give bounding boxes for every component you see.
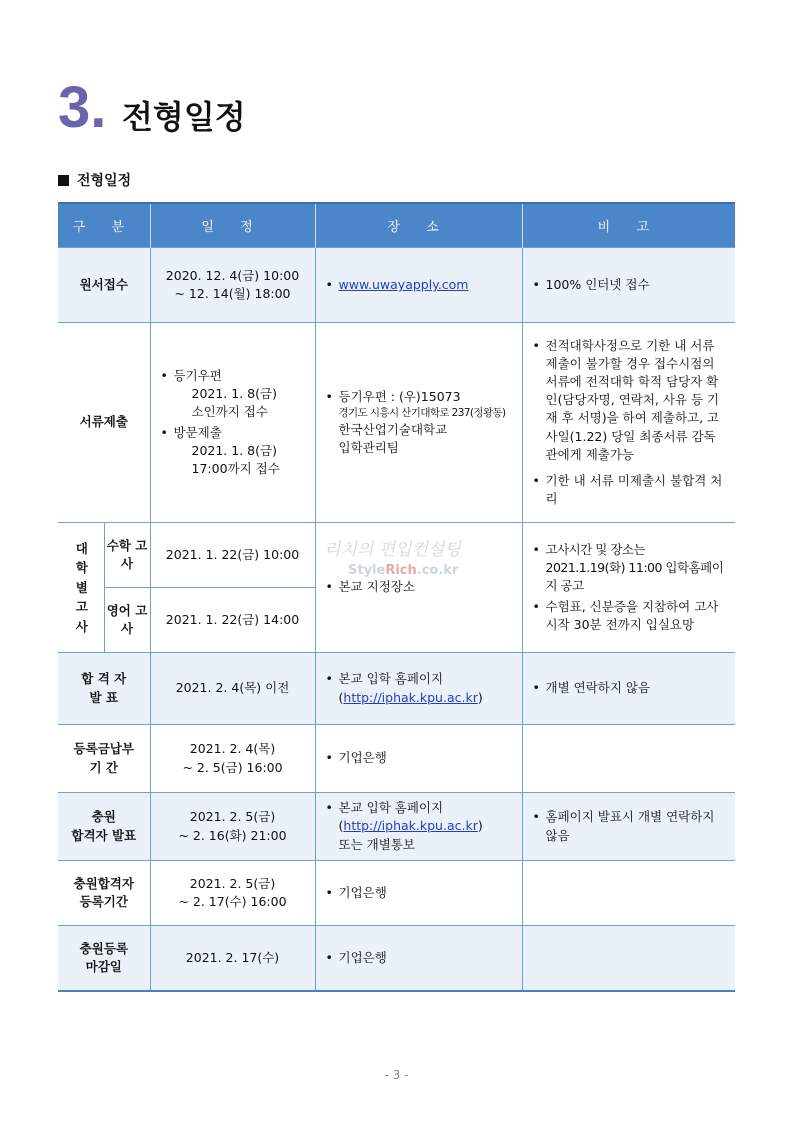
row-date: • 등기우편 2021. 1. 8(금) 소인까지 접수 • 방문제출 2021. 1. 8(금) 17:00까지 접수: [150, 323, 315, 523]
row-date: 2021. 2. 5(금) ~ 2. 16(화) 21:00: [150, 793, 315, 861]
row-label: 충원 합격자 발표: [58, 793, 150, 861]
admission-site-link[interactable]: http://iphak.kpu.ac.kr: [343, 689, 478, 705]
apply-site-link[interactable]: www.uwayapply.com: [338, 276, 469, 292]
table-row: [58, 248, 735, 323]
row-place: • 기업은행: [315, 861, 522, 926]
table-row: [58, 323, 735, 523]
row-label: 합 격 자 발 표: [58, 653, 150, 725]
math-exam-label: 수학 고사: [104, 523, 150, 588]
row-place: • 기업은행: [315, 725, 522, 793]
admission-site-link[interactable]: http://iphak.kpu.ac.kr: [343, 818, 478, 834]
row-place: • 등기우편 : (우)15073 경기도 시흥시 산기대학로 237(정왕동) 한국산업기술대학교 입학관리팀: [315, 323, 522, 523]
row-note: [522, 725, 735, 793]
col-header-schedule: 일 정: [150, 203, 315, 248]
row-label: 서류제출: [58, 323, 150, 523]
watermark-text: 리치의 편입컨설팅: [324, 540, 461, 560]
section-title-text: 전형일정: [77, 173, 132, 189]
row-place: • 본교 입학 홈페이지 (http://iphak.kpu.ac.kr) 또는 개별통보: [315, 793, 522, 861]
heading-title: 전형일정: [122, 98, 246, 136]
row-date: 2020. 12. 4(금) 10:00 ~ 12. 14(월) 18:00: [150, 248, 315, 323]
square-bullet-icon: [58, 175, 69, 186]
exam-group-label: 대학별고사: [58, 523, 104, 653]
row-date: 2021. 2. 4(목) 이전: [150, 653, 315, 725]
row-label: 등록금납부 기 간: [58, 725, 150, 793]
table-row: [58, 793, 735, 861]
table-row: [58, 653, 735, 725]
col-header-category: 구 분: [58, 203, 150, 248]
watermark-site: StyleRich.co.kr: [348, 563, 459, 578]
row-date: 2021. 2. 4(목) ~ 2. 5(금) 16:00: [150, 725, 315, 793]
row-label: 충원합격자 등록기간: [58, 861, 150, 926]
exam-place: • 본교 지정장소: [315, 523, 522, 653]
col-header-note: 비 고: [522, 203, 735, 248]
section-title: [58, 170, 131, 190]
row-date: 2021. 2. 17(수): [150, 926, 315, 991]
table-row: [58, 725, 735, 793]
table-row: [58, 926, 735, 991]
row-note: [522, 926, 735, 991]
row-note: • 100% 인터넷 접수: [522, 248, 735, 323]
table-row: [58, 861, 735, 926]
col-header-place: 장 소: [315, 203, 522, 248]
row-place: [315, 248, 522, 323]
heading-number: 3.: [58, 75, 107, 140]
row-date: 2021. 2. 5(금) ~ 2. 17(수) 16:00: [150, 861, 315, 926]
row-place: • 기업은행: [315, 926, 522, 991]
table-header-row: [58, 203, 735, 248]
row-label: 충원등록 마감일: [58, 926, 150, 991]
english-exam-date: 2021. 1. 22(금) 14:00: [150, 588, 315, 653]
row-note: • 홈페이지 발표시 개별 연락하지 않음: [522, 793, 735, 861]
math-exam-date: 2021. 1. 22(금) 10:00: [150, 523, 315, 588]
row-note: [522, 861, 735, 926]
row-note: • 개별 연락하지 않음: [522, 653, 735, 725]
exam-note: • 고사시간 및 장소는 2021.1.19(화) 11:00 입학홈페이지 공고 • 수험표, 신분증을 지참하여 고사시작 30분 전까지 입실요망: [522, 523, 735, 653]
schedule-table: [58, 202, 735, 992]
row-label: 원서접수: [58, 248, 150, 323]
row-place: • 본교 입학 홈페이지 (http://iphak.kpu.ac.kr): [315, 653, 522, 725]
row-note: • 전적대학사정으로 기한 내 서류 제출이 불가할 경우 접수시점의 서류에 전적대학 학적 담당자 확인(담당자명, 연락처, 사유 등 기재 후 서명)을 하여 제출하고, 고사일(1.22) 당일 최종서류 감독관에게 제출가능 • 기한 내 서류 미제출시 불합격 처리: [522, 323, 735, 523]
english-exam-label: 영어 고사: [104, 588, 150, 653]
page-number: - 3 -: [384, 1068, 409, 1082]
